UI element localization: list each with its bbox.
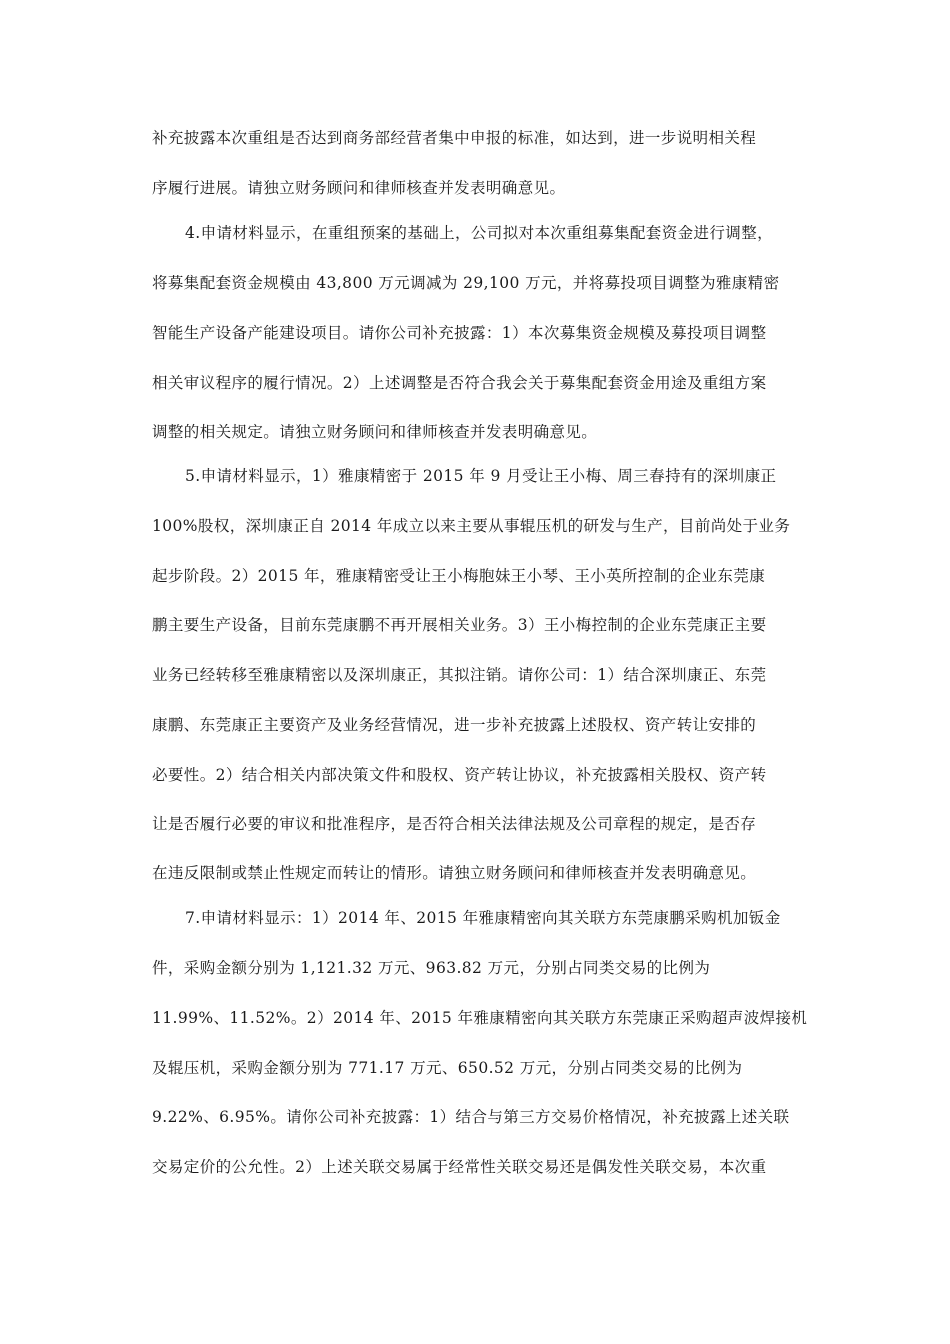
text-line: 起步阶段。2）2015 年，雅康精密受让王小梅胞妹王小琴、王小英所控制的企业东莞康 — [152, 567, 766, 585]
text-line: 9.22%、6.95%。请你公司补充披露：1）结合与第三方交易价格情况，补充披露上述关联 — [152, 1108, 790, 1126]
text-line: 调整的相关规定。请独立财务顾问和律师核查并发表明确意见。 — [152, 423, 598, 441]
text-line: 康鹏、东莞康正主要资产及业务经营情况，进一步补充披露上述股权、资产转让安排的 — [152, 716, 757, 734]
text-line: 100%股权，深圳康正自 2014 年成立以来主要从事辊压机的研发与生产，目前尚处于业务 — [152, 517, 791, 535]
text-line: 业务已经转移至雅康精密以及深圳康正，其拟注销。请你公司：1）结合深圳康正、东莞 — [152, 666, 767, 684]
text-line: 序履行进展。请独立财务顾问和律师核查并发表明确意见。 — [152, 179, 566, 197]
paragraph-4-first-line: 4.申请材料显示，在重组预案的基础上，公司拟对本次重组募集配套资金进行调整， — [185, 224, 773, 242]
text-line: 件，采购金额分别为 1,121.32 万元、963.82 万元，分别占同类交易的比例为 — [152, 959, 711, 977]
paragraph-7-first-line: 7.申请材料显示：1）2014 年、2015 年雅康精密向其关联方东莞康鹏采购机加钣金 — [185, 909, 781, 927]
text-line: 相关审议程序的履行情况。2）上述调整是否符合我会关于募集配套资金用途及重组方案 — [152, 374, 767, 392]
text-line: 必要性。2）结合相关内部决策文件和股权、资产转让协议，补充披露相关股权、资产转 — [152, 766, 767, 784]
text-line: 交易定价的公允性。2）上述关联交易属于经常性关联交易还是偶发性关联交易，本次重 — [152, 1158, 767, 1176]
text-line: 在违反限制或禁止性规定而转让的情形。请独立财务顾问和律师核查并发表明确意见。 — [152, 864, 757, 882]
text-line: 及辊压机，采购金额分别为 771.17 万元、650.52 万元，分别占同类交易的比例为 — [152, 1059, 743, 1077]
text-line: 11.99%、11.52%。2）2014 年、2015 年雅康精密向其关联方东莞康正采购超声波焊接机 — [152, 1009, 808, 1027]
paragraph-5-first-line: 5.申请材料显示，1）雅康精密于 2015 年 9 月受让王小梅、周三春持有的深圳康正 — [185, 467, 777, 485]
text-line: 让是否履行必要的审议和批准程序，是否符合相关法律法规及公司章程的规定，是否存 — [152, 815, 757, 833]
text-line: 智能生产设备产能建设项目。请你公司补充披露：1）本次募集资金规模及募投项目调整 — [152, 324, 767, 342]
text-line: 鹏主要生产设备，目前东莞康鹏不再开展相关业务。3）王小梅控制的企业东莞康正主要 — [152, 616, 767, 634]
text-line: 补充披露本次重组是否达到商务部经营者集中申报的标准，如达到，进一步说明相关程 — [152, 129, 757, 147]
text-line: 将募集配套资金规模由 43,800 万元调减为 29,100 万元，并将募投项目调整为雅康精密 — [152, 274, 780, 292]
document-page — [152, 0, 808, 1344]
